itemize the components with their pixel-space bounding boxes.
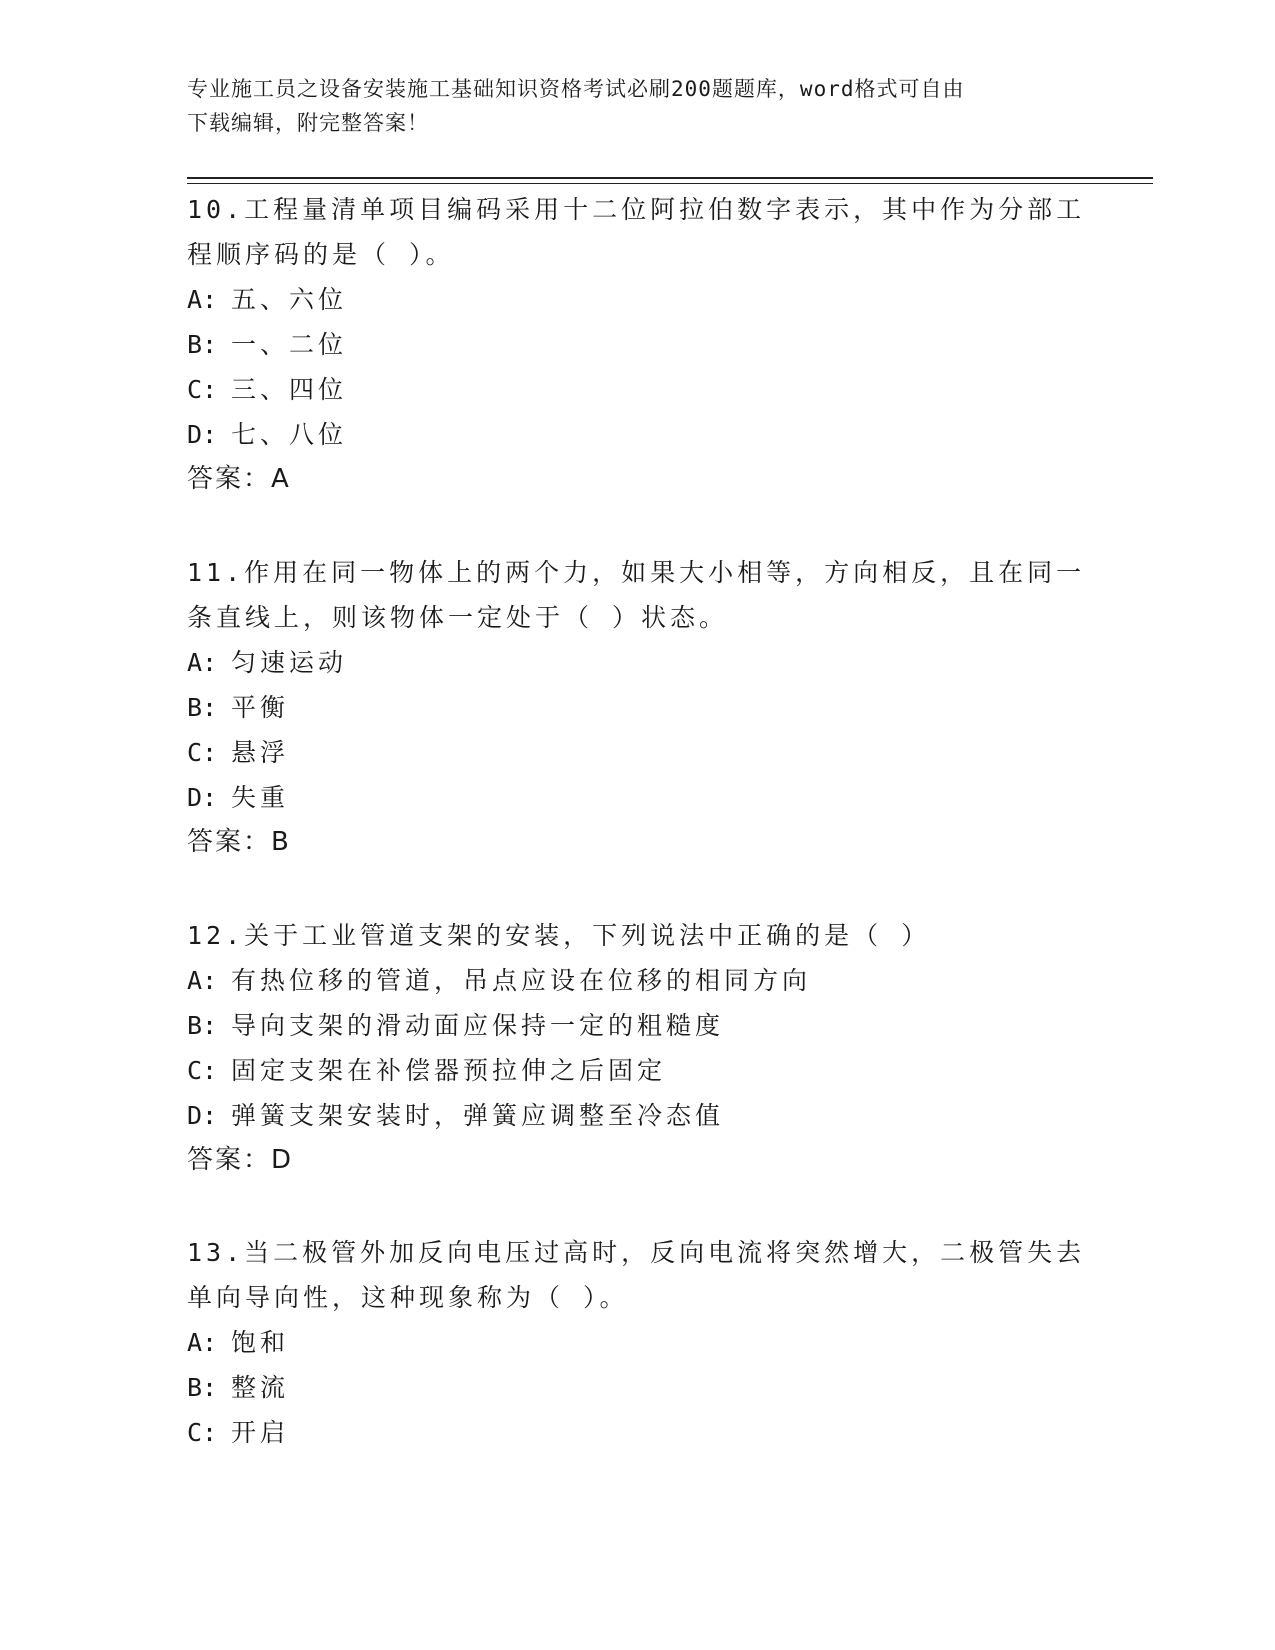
option-d [187, 1093, 1087, 1138]
option-key: B: [187, 1373, 218, 1402]
option-text: 导向支架的滑动面应保持一定的粗糙度 [231, 1011, 725, 1040]
header-line-2: 下载编辑，附完整答案！ [187, 111, 429, 135]
option-text: 弹簧支架安装时，弹簧应调整至冷态值 [231, 1101, 725, 1130]
option-b [187, 1003, 1087, 1048]
option-c [187, 367, 1087, 412]
option-text: 整流 [231, 1373, 290, 1402]
option-text: 有热位移的管道，吊点应设在位移的相同方向 [231, 966, 812, 995]
option-text: 一、二位 [231, 330, 348, 359]
question-10 [187, 187, 1087, 502]
question-text-line: 10.工程量清单项目编码采用十二位阿拉伯数字表示，其中作为分部工 [187, 195, 1086, 224]
option-key: D: [187, 1101, 218, 1130]
option-b [187, 322, 1087, 367]
option-key: C: [187, 1056, 218, 1085]
option-c [187, 730, 1087, 775]
option-text: 平衡 [231, 693, 290, 722]
header-divider-thick [187, 177, 1153, 179]
option-a [187, 1320, 1087, 1365]
option-c [187, 1410, 1087, 1455]
option-d [187, 412, 1087, 457]
option-key: C: [187, 738, 218, 767]
option-text: 匀速运动 [231, 648, 348, 677]
option-key: A: [187, 648, 218, 677]
question-text-line: 条直线上，则该物体一定处于（ ）状态。 [187, 603, 729, 632]
option-text: 七、八位 [231, 420, 348, 449]
option-a [187, 277, 1087, 322]
option-key: A: [187, 966, 218, 995]
option-key: D: [187, 420, 218, 449]
question-text-line: 11.作用在同一物体上的两个力，如果大小相等，方向相反，且在同一 [187, 558, 1086, 587]
option-b [187, 685, 1087, 730]
document-header [187, 72, 1087, 140]
option-key: D: [187, 783, 218, 812]
answer-line: 答案：A [187, 464, 291, 494]
option-key: A: [187, 1328, 218, 1357]
option-key: C: [187, 375, 218, 404]
option-a [187, 640, 1087, 685]
option-b [187, 1365, 1087, 1410]
option-key: C: [187, 1418, 218, 1447]
answer-line: 答案：D [187, 1145, 294, 1175]
option-text: 五、六位 [231, 285, 348, 314]
option-d [187, 775, 1087, 820]
question-text-line: 程顺序码的是（ ）。 [187, 240, 455, 269]
header-divider-thin [187, 183, 1153, 184]
option-text: 悬浮 [231, 738, 290, 767]
option-key: A: [187, 285, 218, 314]
option-text: 饱和 [231, 1328, 290, 1357]
option-text: 开启 [231, 1418, 290, 1447]
question-text-line: 13.当二极管外加反向电压过高时，反向电流将突然增大，二极管失去 [187, 1238, 1086, 1267]
question-11 [187, 550, 1087, 865]
question-12 [187, 913, 1087, 1183]
question-13 [187, 1230, 1087, 1455]
option-text: 失重 [231, 783, 290, 812]
option-a [187, 958, 1087, 1003]
option-key: B: [187, 1011, 218, 1040]
question-text-line: 单向导向性，这种现象称为（ ）。 [187, 1283, 629, 1312]
header-line-1: 专业施工员之设备安装施工基础知识资格考试必刷200题题库，word格式可自由 [187, 77, 965, 101]
option-key: B: [187, 693, 218, 722]
option-c [187, 1048, 1087, 1093]
option-text: 固定支架在补偿器预拉伸之后固定 [231, 1056, 667, 1085]
option-text: 三、四位 [231, 375, 348, 404]
option-key: B: [187, 330, 218, 359]
answer-line: 答案：B [187, 827, 291, 857]
question-text-line: 12.关于工业管道支架的安装，下列说法中正确的是（ ） [187, 921, 931, 950]
